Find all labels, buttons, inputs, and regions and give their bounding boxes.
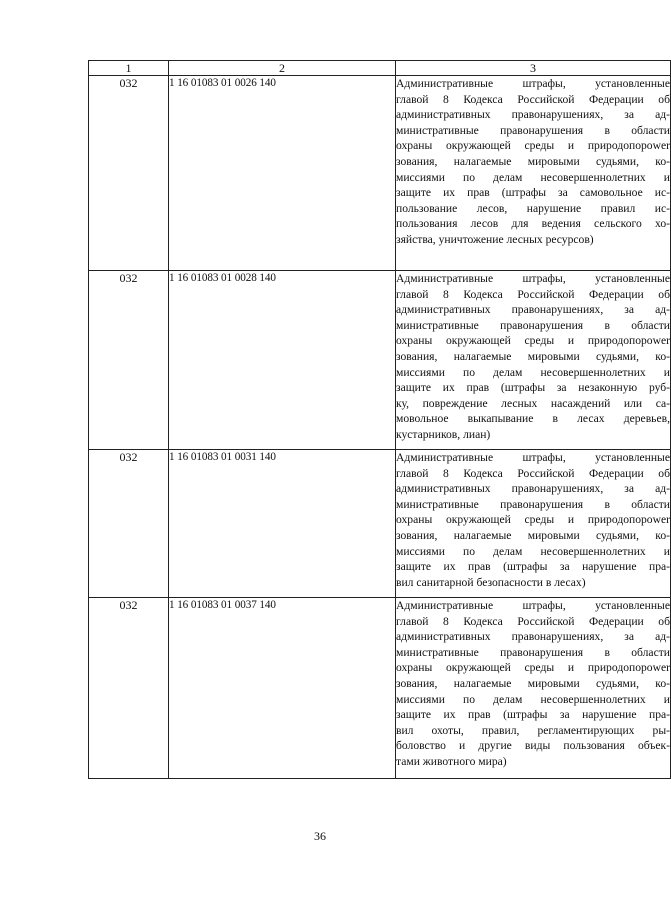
description-line: главой 8 Кодекса Российской Федерации об — [396, 614, 670, 628]
kbk-code-cell: 1 16 01083 01 0037 140 — [169, 598, 396, 779]
description-line: главой 8 Кодекса Российской Федерации об — [396, 287, 670, 301]
description-line: зования, налагаемые мировыми судьями, ко- — [396, 676, 670, 690]
description-line: охраны окружающей среды и природопоpower — [396, 334, 670, 348]
admin-code-cell: 032 — [89, 450, 169, 598]
description-line: министративные правонарушения в области — [396, 318, 670, 332]
budget-classification-table — [88, 60, 671, 779]
description-cell — [396, 271, 671, 450]
description-line: административных правонарушениях, за ад- — [396, 108, 670, 122]
description-line: кустарников, лиан) — [396, 427, 491, 441]
admin-code-cell: 032 — [89, 598, 169, 779]
description-line: мовольное выкапывание в лесах деревьев, — [396, 412, 670, 426]
description-line: Административные штрафы, установленные — [396, 599, 670, 612]
description-line: миссиями по делам несовершеннолетних и — [396, 170, 670, 184]
description-line: вил санитарной безопасности в лесах) — [396, 575, 586, 589]
description-cell — [396, 598, 671, 779]
description-line: миссиями по делам несовершеннолетних и — [396, 365, 670, 379]
description-line: боловство и другие виды пользования объек- — [396, 739, 670, 753]
description-line: административных правонарушениях, за ад- — [396, 630, 670, 644]
description-line: зования, налагаемые мировыми судьями, ко- — [396, 528, 670, 542]
description-line: ку, повреждение лесных насаждений или са- — [396, 396, 670, 410]
description-line: зования, налагаемые мировыми судьями, ко- — [396, 349, 670, 363]
table-row — [89, 450, 671, 598]
table-row — [89, 76, 671, 271]
description-line: защите их прав (штрафы за незаконную руб- — [396, 381, 670, 395]
page-number: 36 — [314, 829, 326, 843]
description-line: Административные штрафы, установленные — [396, 272, 670, 285]
description-line: зования, налагаемые мировыми судьями, ко- — [396, 154, 670, 168]
admin-code-cell: 032 — [89, 76, 169, 271]
description-line: тами животного мира) — [396, 754, 507, 768]
description-line: миссиями по делам несовершеннолетних и — [396, 544, 670, 558]
description-line: миссиями по делам несовершеннолетних и — [396, 692, 670, 706]
description-line: пользования лесов для ведения сельского хо- — [396, 217, 670, 231]
description-line: защите их прав (штрафы за самовольное ис- — [396, 186, 670, 200]
admin-code-cell: 032 — [89, 271, 169, 450]
description-cell — [396, 76, 671, 271]
header-col-3: 3 — [396, 61, 671, 76]
description-line: главой 8 Кодекса Российской Федерации об — [396, 466, 670, 480]
header-col-1: 1 — [89, 61, 169, 76]
description-line: защите их прав (штрафы за нарушение пра- — [396, 708, 670, 722]
description-line: охраны окружающей среды и природопоpower — [396, 661, 670, 675]
description-line: охраны окружающей среды и природопоpower — [396, 513, 670, 527]
description-line: Административные штрафы, установленные — [396, 451, 670, 464]
table-row — [89, 598, 671, 779]
description-line: защите их прав (штрафы за нарушение пра- — [396, 560, 670, 574]
description-line: главой 8 Кодекса Российской Федерации об — [396, 92, 670, 106]
kbk-code-cell: 1 16 01083 01 0026 140 — [169, 76, 396, 271]
description-cell — [396, 450, 671, 598]
table-row — [89, 271, 671, 450]
description-line: Административные штрафы, установленные — [396, 77, 670, 90]
description-line: вил охоты, правил, регламентирующих ры- — [396, 723, 670, 737]
table-header-row — [89, 61, 671, 76]
kbk-code-cell: 1 16 01083 01 0028 140 — [169, 271, 396, 450]
description-line: административных правонарушениях, за ад- — [396, 303, 670, 317]
description-line: министративные правонарушения в области — [396, 123, 670, 137]
description-line: министративные правонарушения в области — [396, 497, 670, 511]
kbk-code-cell: 1 16 01083 01 0031 140 — [169, 450, 396, 598]
description-line: зяйства, уничтожение лесных ресурсов) — [396, 232, 594, 246]
description-line: министративные правонарушения в области — [396, 645, 670, 659]
header-col-2: 2 — [169, 61, 396, 76]
description-line: охраны окружающей среды и природопоpower — [396, 139, 670, 153]
description-line: пользование лесов, нарушение правил ис- — [396, 201, 670, 215]
description-line: административных правонарушениях, за ад- — [396, 482, 670, 496]
